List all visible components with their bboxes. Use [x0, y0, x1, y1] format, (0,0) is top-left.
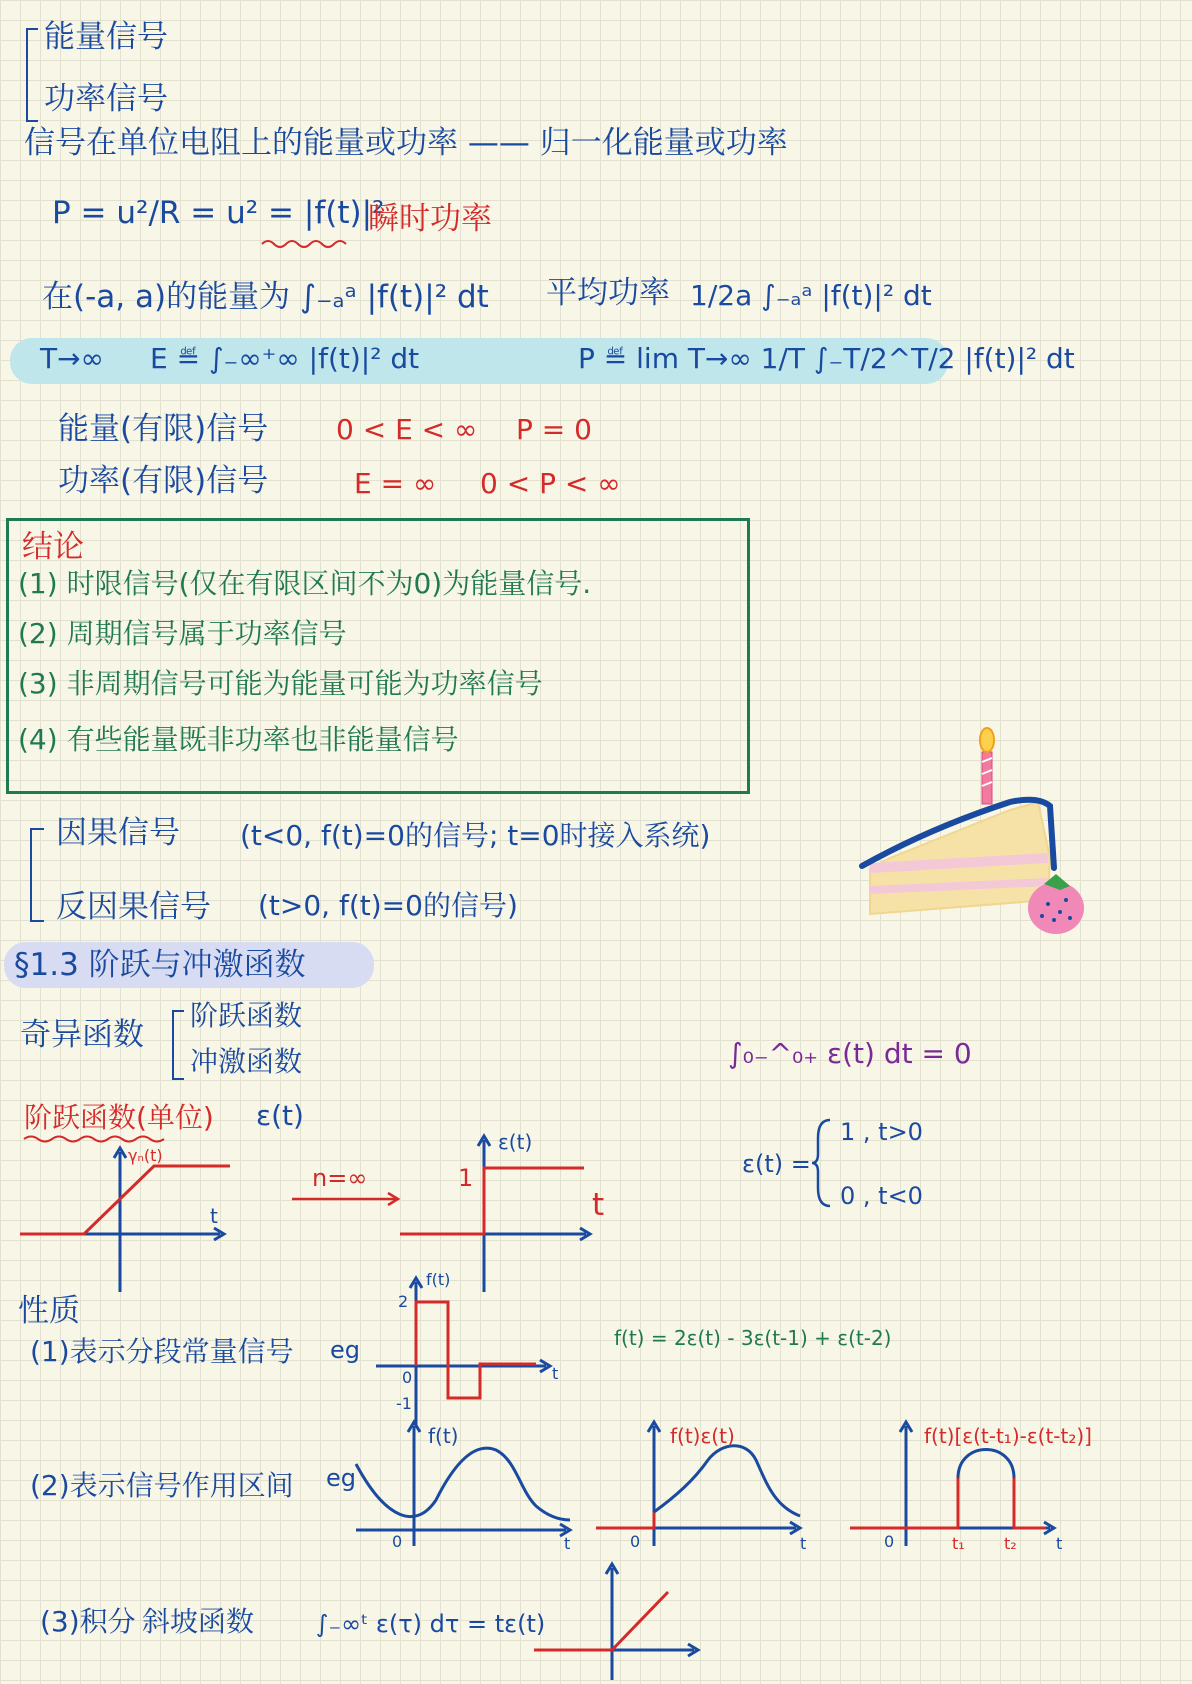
anticausal-label: 反因果信号: [56, 889, 211, 925]
causal-bracket: [30, 828, 44, 922]
section-heading: §1.3 阶跃与冲激函数: [14, 947, 306, 983]
wavy-underline: [262, 238, 352, 250]
piecewise-case-2: 0 , t<0: [840, 1182, 923, 1210]
instant-power-label: 瞬时功率: [368, 201, 492, 237]
property-3: (3)积分: [40, 1605, 136, 1638]
piecewise-t-label: t: [552, 1364, 559, 1383]
limit-label: T→∞: [40, 342, 104, 375]
energy-signal-cond2: P = 0: [516, 413, 592, 446]
property-2: (2)表示信号作用区间: [30, 1469, 294, 1502]
plot3-label: f(t)[ε(t-t₁)-ε(t-t₂)]: [924, 1424, 1092, 1448]
classification-bracket: [26, 28, 38, 122]
plot3-t1: t₁: [952, 1534, 965, 1553]
step-integral-note: ∫₀₋^₀₊ ε(t) dt = 0: [728, 1037, 972, 1070]
plot2-t-label: t: [800, 1534, 807, 1553]
tick-0: 0: [402, 1368, 413, 1387]
ramp-t-label: t: [210, 1204, 218, 1228]
piecewise-brace: [812, 1118, 832, 1208]
plot1-t-label: t: [564, 1534, 571, 1553]
power-signal-item: 功率信号: [44, 81, 168, 117]
signal-plot-full: [356, 1420, 576, 1553]
limit-arrow: [292, 1192, 402, 1206]
causal-desc: (t<0, f(t)=0的信号; t=0时接入系统): [240, 819, 711, 852]
energy-signal-item: 能量信号: [44, 19, 168, 55]
plot2-origin: 0: [630, 1532, 641, 1551]
plot3-t-label: t: [1056, 1534, 1063, 1553]
ramp-integral-formula: ∫₋∞ᵗ ε(τ) dτ = tε(t): [316, 1610, 546, 1638]
unit-step-title: 阶跃函数(单位): [24, 1101, 214, 1134]
power-signal-row-label: 功率(有限)信号: [58, 463, 269, 499]
piecewise-case-1: 1 , t>0: [840, 1118, 923, 1146]
tick-2: 2: [398, 1292, 409, 1311]
singular-function-label: 奇异函数: [20, 1017, 144, 1053]
ramp-approximation-plot: [20, 1148, 240, 1298]
ramp-function-label: 斜坡函数: [142, 1605, 255, 1638]
property-1-eg: eg: [330, 1336, 360, 1364]
energy-signal-row-label: 能量(有限)信号: [58, 411, 269, 447]
plot3-t2: t₂: [1004, 1534, 1017, 1553]
power-signal-cond1: E = ∞: [354, 467, 437, 500]
properties-label: 性质: [18, 1293, 80, 1329]
step-axis-label: ε(t): [498, 1130, 533, 1154]
plot3-origin: 0: [884, 1532, 895, 1551]
power-definition: P ≝ lim T→∞ 1/T ∫₋T/2^T/2 |f(t)|² dt: [578, 342, 1075, 375]
plot2-label: f(t)ε(t): [670, 1424, 735, 1448]
unit-step-symbol: ε(t): [256, 1099, 304, 1132]
avg-power-formula: 1/2a ∫₋ₐᵃ |f(t)|² dt: [690, 279, 932, 312]
step-t-label: t: [592, 1187, 605, 1223]
property-2-eg: eg: [326, 1464, 356, 1492]
conclusion-title: 结论: [22, 529, 84, 565]
energy-definition: E ≝ ∫₋∞⁺∞ |f(t)|² dt: [150, 342, 420, 375]
property-1-formula: f(t) = 2ε(t) - 3ε(t-1) + ε(t-2): [614, 1326, 892, 1350]
conclusion-item-2: (2) 周期信号属于功率信号: [18, 617, 347, 650]
step-function-label: 阶跃函数: [190, 999, 303, 1032]
plot1-origin: 0: [392, 1532, 403, 1551]
birthday-cake-illustration: [860, 718, 1090, 948]
instant-power-formula: P = u²/R = u² = |f(t)|²: [52, 195, 385, 231]
conclusion-item-1: (1) 时限信号(仅在有限区间不为0)为能量信号.: [18, 567, 592, 600]
piecewise-lhs: ε(t) =: [742, 1150, 811, 1178]
ramp-function-plot: [534, 1562, 704, 1682]
energy-interval-formula: 在(-a, a)的能量为 ∫₋ₐᵃ |f(t)|² dt: [42, 279, 489, 315]
step-level-label: 1: [458, 1164, 474, 1192]
conclusion-item-3: (3) 非周期信号可能为能量可能为功率信号: [18, 667, 543, 700]
impulse-function-label: 冲激函数: [190, 1045, 303, 1078]
singular-bracket: [172, 1010, 184, 1080]
property-1: (1)表示分段常量信号: [30, 1335, 294, 1368]
power-signal-cond2: 0 < P < ∞: [480, 467, 621, 500]
piecewise-ft-label: f(t): [426, 1270, 451, 1289]
normalized-definition: 信号在单位电阻上的能量或功率 —— 归一化能量或功率: [24, 125, 788, 161]
conclusion-item-4: (4) 有些能量既非功率也非能量信号: [18, 723, 459, 756]
limit-arrow-label: n=∞: [312, 1164, 368, 1192]
unit-step-title-underline: [24, 1134, 164, 1144]
plot1-ft-label: f(t): [428, 1424, 459, 1448]
tick-neg1: -1: [396, 1394, 412, 1413]
ramp-axis-label: γₙ(t): [128, 1146, 163, 1165]
causal-label: 因果信号: [56, 815, 180, 851]
anticausal-desc: (t>0, f(t)=0的信号): [258, 889, 518, 922]
energy-signal-cond1: 0 < E < ∞: [336, 413, 478, 446]
avg-power-label: 平均功率: [546, 275, 670, 311]
